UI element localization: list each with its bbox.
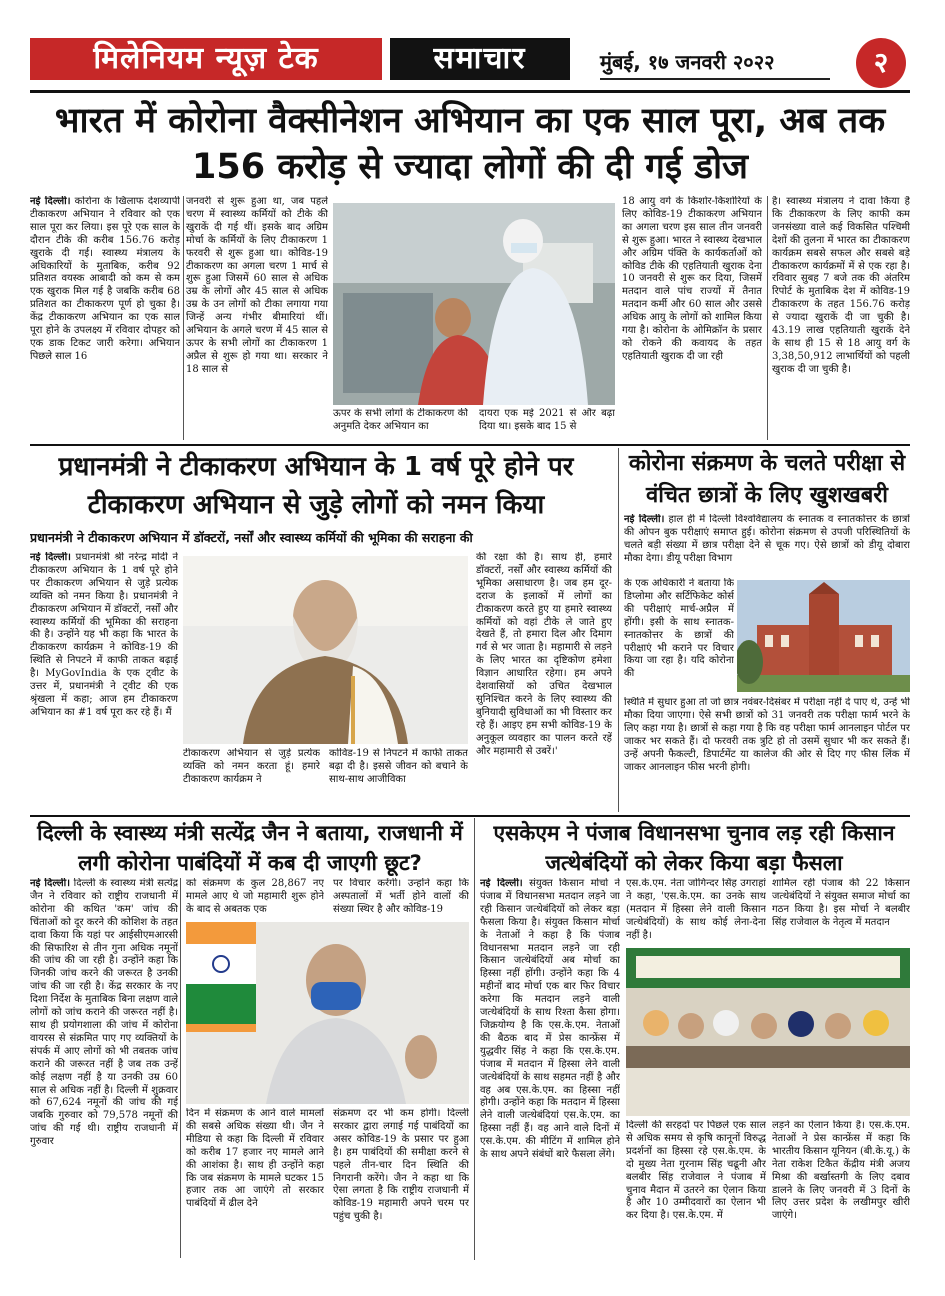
story5-col2: एस.के.एम. नेता जोगिन्दर सिंह उगराहां ने कहा, 'एस.के.एम. का उनके साथ (मतदान में हिस्सा लेने वाली किसान जत्थेबंदियों) के साथ कोई लेना-देना नहीं है। [626, 878, 766, 941]
story1-col5: है। स्वास्थ्य मंत्रालय ने दावा किया है कि टीकाकरण के लिए काफी कम जनसंख्या वाले कई विकसित पश्चिमी देशों की तुलना में भारत का टीकाकरण कार्यक्रम सबसे सफल और सबसे बड़े टीकाकरण कार्यक्रमों में से एक रहा है। रविवार सुबह 7 बजे तक की अंतरिम रिपोर्ट के मुताबिक देश में कोविड-19 टीकाकरण के तहत 156.76 करोड़ से ज्यादा खुराकें दी जा चुकी है। 43.19 लाख एहतियाती खुराकें देने के साथ ही 15 से 18 आयु वर्ग के 3,38,50,912 लाभार्थियों को पहली खुराक दी जा चुकी है। [772, 196, 910, 375]
story1-caption-left: ऊपर के सभी लोगों के टीकाकरण की अनुमति देकर अभियान का [333, 408, 468, 432]
story4-col1-text: दिल्ली के स्वास्थ्य मंत्री सत्येंद्र जैन ने रविवार को राष्ट्रीय राजधानी में कोरोना की कथित 'कम' जांच की चिंताओं को दूर करने की कोशिश के तहत दावा किया कि यहां पर आईसीएमआरसी की सिफारिश से तीन गुना अधिक नमूनों की जांच की जा रही है। उन्होंने कहा कि जिनकी जांच करने की जरूरत है उनकी जांच की जा रही है। केंद्र सरकार के नए दिशा निर्देश के मुताबिक बिना लक्षण वाले लोगों को जांच कराने की जरूरत नहीं है। साथ ही प्रयोगशाला की जांच में कोरोना वायरस से संक्रमित पाए गए व्यक्तियों के संपर्क में आए लोगों को भी तबतक जांच कराने की जरूरत नहीं है जब तक उन्हें कोई लक्षण नहीं है या उनकी उम्र 60 साल से अधिक नहीं है। दिल्ली में शुक्रवार को 67,624 नमूनों की जांच की गई जबकि गुरुवार को 79,578 नमूनों की जांच की गई थी। राष्ट्रीय राजधानी में गुरुवार [30, 878, 178, 1148]
story2-subhead: प्रधानमंत्री ने टीकाकरण अभियान में डॉक्टरों, नर्सों और स्वास्थ्य कर्मियों की भूमिका की सराहना की [30, 530, 473, 545]
story5-dateline: नई दिल्ली। [480, 878, 523, 889]
story1-caption-right: दायरा एक मई 2021 से और बढ़ा दिया था। इसके बाद 15 से [479, 408, 615, 432]
column-divider [767, 196, 768, 440]
section-label: समाचार [390, 38, 570, 80]
story2-col1-text: प्रधानमंत्री श्री नरेन्द्र मोदी ने टीकाकरण अभियान के 1 वर्ष पूरे होने पर टीकाकरण अभियान से जुड़े प्रत्येक व्यक्ति को नमन किया है। प्रधानमंत्री ने टीकाकरण अभियान में डॉक्टरों, नर्सों और स्वास्थ्य कर्मियों की भूमिका की सराहना की है। उन्होंने यह भी कहा कि भारत के टीकाकरण कार्यक्रम ने कोविड-19 की स्थिति से निपटने में काफी ताकत बढ़ाई है। MyGovIndia के एक ट्वीट के उत्तर में, प्रधानमंत्री ने ट्वीट की एक श्रृंखला में कहा; आज हम टीकाकरण अभियान का #1 वर्ष पूरा कर रहे हैं। मैं [30, 552, 178, 718]
story5-col1 [480, 878, 620, 1258]
section-divider [30, 815, 910, 817]
story5-col1-text: संयुक्त किसान मोर्चा ने पंजाब में विधानसभा मतदान लड़ने जा रही किसान जत्थेबंदियों को लेकर बड़ा फैसला किया है। संयुक्त किसान मोर्चा के नेताओं ने कहा है कि पंजाब विधानसभा मतदान लड़ने जा रही किसान जत्थेबंदियों अब मोर्चा का हिस्सा नहीं होंगी। उन्होंने कहा कि 4 महीनों बाद मोर्चा एक बार फिर विचार करेगा कि मतदान लड़ने वाली जत्थेबंदियों के साथ रिश्ता कैसा होगा। जिक्रयोग्य है कि एस.के.एम. नेताओं की बैठक बाद में प्रेस कान्फ्रेंस में युद्धवीर सिंह ने कहा कि एस.के.एम. पंजाब में मतदान में हिस्सा लेने वाली जत्थेबंदियों के साथ सहमत नहीं है और वह अब एस.के.एम. का हिस्सा नहीं होगी। उन्होंने कहा कि मतदान में हिस्सा लेने वाली जत्थेबंदियां एस.के.एम. का हिस्सा नहीं हैं। वह आने वाले दिनों में एस.के.एम. की मीटिंग में शामिल होने के साथ अपने संबंधों बारे फैसला लेंगे। [480, 878, 620, 1161]
masthead-brand: मिलेनियम न्यूज़ टेक [30, 38, 382, 80]
column-divider [180, 878, 181, 1258]
story1-col1-text: कोरोना के खिलाफ देशव्यापी टीकाकरण अभियान ने रविवार को एक साल पूरा कर लिया। इस पूरे एक साल के दौरान टीके की करीब 156.76 करोड़ खुराके दी गई। स्वास्थ्य मंत्रालय के अधिकारियों के मुताबिक, करीब 92 प्रतिशत वयस्क आबादी को कम से कम एक खुराक मिल गई है जबकि करीब 68 प्रतिशत का टीकाकरण पूर्ण हो चुका है। केंद्र टीकाकरण अभियान का एक साल पूरा होने के उपलक्ष्य में रविवार दोपहर को एक डाक टिकट जारी करेगा। अभियान पिछले साल 16 [30, 196, 180, 362]
farmer-press-conference-photo [626, 948, 910, 1116]
story2-headline: प्रधानमंत्री ने टीकाकरण अभियान के 1 वर्ष पूरे होने पर टीकाकरण अभियान से जुड़े लोगों को नमन किया [58, 452, 574, 520]
story1-col4: 18 आयु वर्ग के किशोर-किशोरियों के लिए कोविड-19 टीकाकरण अभियान का अगला चरण इस साल तीन जनवरी से शुरू हुआ। भारत ने स्वास्थ्य देखभाल और अग्रिम पंक्ति के कार्यकर्ताओं को कोविड टीके की एहतियाती खुराक देना 10 जनवरी से शुरू कर दिया, जिसमें मतदान वाले पांच राज्यों में तैनात मतदान कर्मी और 60 साल और उससे अधिक आयु के लोगों को शामिल किया गया है। कोरोना के ओमिक्रॉन के प्रसार को रोकने की कवायद के तहत एहतियाती खुराक दी जा रही [622, 196, 762, 362]
story4-col2: को संक्रमण के कुल 28,867 नए मामले आए थे जो महामारी शुरू होने के बाद से अबतक एक [186, 878, 324, 915]
story4-col2b: दिन में संक्रमण के आने वाले मामलों की सबसे अधिक संख्या थी। जैन ने मीडिया से कहा कि दिल्ली में रविवार को करीब 17 हजार नए मामले आने की आशंका है। साथ ही उन्होंने कहा कि जब संक्रमण के मामले घटकर 15 हजार तक आ जाएंगे तो सरकार पाबंदियों में ढील देने [186, 1108, 324, 1210]
masthead-rule [30, 90, 910, 93]
section-divider [30, 444, 910, 446]
story4-col3: पर विचार करेंगी। उन्होंने कहा कि अस्पतालों में भर्ती होने वालों की संख्या स्थिर है और कोविड-19 [333, 878, 469, 915]
story4-dateline: नई दिल्ली। [30, 878, 70, 889]
story4-col3b: संक्रमण दर भी कम होगी। दिल्ली सरकार द्वारा लगाई गई पाबंदियों का असर कोविड-19 के प्रसार पर हुआ है। हम पाबंदियों की समीक्षा करने से पहले तीन-चार दिन स्थिति की निगरानी करेंगे। जैन ने कहा था कि ऐसा लगता है कि राष्ट्रीय राजधानी में कोविड-19 महामारी अपने चरम पर पहुंच चुकी है। [333, 1108, 469, 1223]
story5-bottom3: लड़ने का ऐलान किया है। एस.के.एम. नेताओं ने प्रेस कान्फ्रेंस में कहा कि भारतीय किसान यूनियन (बी.के.यू.) के नेता राकेश टिकैत केंद्रीय मंत्री अजय मिश्रा की बर्खास्तगी के लिए दबाव डालने के लिए जनवरी में 3 दिनों के लिए उत्तर प्रदेश के लखीमपुर खीरी जाएंगे। [772, 1120, 910, 1222]
university-building-photo [737, 580, 910, 692]
story4-headline: दिल्ली के स्वास्थ्य मंत्री सत्येंद्र जैन ने बताया, राजधानी में लगी कोरोना पाबंदियों में कब दी जाएगी छूट? [37, 821, 463, 875]
story1-dateline: नई दिल्ली। [30, 196, 71, 207]
story1-col1 [30, 196, 180, 440]
story5-bottom2: दिल्ली की सरहदों पर पिछले एक साल से अधिक समय से कृषि कानूनों विरुद्ध प्रदर्शनों का हिस्सा रहे एस.के.एम. के दो मुख्य नेता गुरनाम सिंह चढूनी और बलबीर सिंह राजेवाल ने पंजाब में चुनाव मैदान में उतरने का ऐलान किया है और 10 उम्मीदवारों का ऐलान भी कर दिया है। एस.के.एम. में [626, 1120, 766, 1222]
story3-lead [624, 514, 910, 578]
story2-caption-1: टीकाकरण अभियान से जुड़े प्रत्येक व्यक्ति को नमन करता हूं। हमारे टीकाकरण कार्यक्रम ने [183, 748, 320, 785]
story2-col1 [30, 552, 178, 810]
story1-headline: भारत में कोरोना वैक्सीनेशन अभियान का एक साल पूरा, अब तक 156 करोड़ से ज्यादा लोगों की दी गई डोज [54, 101, 886, 187]
story1-col2: जनवरी से शुरू हुआ था, जब पहले चरण में स्वास्थ्य कर्मियों को टीके की खुराकें दी गई थीं। इसके बाद अग्रिम मोर्चा के कर्मियों के लिए टीकाकरण 1 फरवरी से शुरू हुआ था। कोविड-19 टीकाकरण का अगला चरण 1 मार्च से शुरू हुआ जिसमें 60 साल से अधिक उम्र के लोगों और 45 साल से अधिक उम्र के उन लोगों को टीका लगाया गया जिन्हें अन्य गंभीर बीमारियां थीं। अभियान के अगले चरण में 45 साल से ऊपर के सभी लोगों का टीकाकरण 1 अप्रैल से शुरू हो गया था। सरकार ने 18 साल से [186, 196, 328, 375]
vaccination-photo [333, 203, 615, 405]
story3-side: के एक अधिकारी ने बताया कि डिप्लोमा और सर्टिफिकेट कोर्स की परीक्षाएं मार्च-अप्रैल में होंगी। इसी के साथ स्नातक-स्नातकोत्तर के छात्रों की परीक्षाएं भी कराने पर विचार किया जा रहा है। यदि कोरोना की [624, 578, 734, 680]
prime-minister-photo [183, 556, 468, 744]
column-divider [183, 196, 184, 440]
health-minister-photo [186, 922, 469, 1104]
story3-dateline: नई दिल्ली। [624, 514, 665, 525]
story3-tail: स्थिति में सुधार हुआ तो जो छात्र नवंबर-दिसंबर में परीक्षा नहीं दे पाए थे, उन्हें भी मौका दिया जाएगा। ऐसे सभी छात्रों को 31 जनवरी तक परीक्षा फार्म भरने के लिए कहा गया है। छात्रों से कहा गया है कि वह परीक्षा फार्म आनलाइन पोर्टल पर जाकर भर सकते हैं। दो फरवरी तक त्रुटि हो तो उसमें सुधार भी कर सकते हैं। उन्हें अपनी फैकल्टी, डिपार्टमेंट या कालेज की ओर से दिए गए फीस लिंक में जाकर आनलाइन फीस भरनी होगी। [624, 697, 910, 773]
story5-headline: एसकेएम ने पंजाब विधानसभा चुनाव लड़ रही किसान जत्थेबंदियों को लेकर किया बड़ा फैसला [493, 821, 895, 875]
story3-lead-text: हाल ही में दिल्ली विश्वविद्यालय के स्नातक व स्नातकोत्तर के छात्रों की ओपन बुक परीक्षाएं समाप्त हुई। कोरोना संक्रमण से उपजी परिस्थितियों के चलते बड़ी संख्या में छात्र परीक्षा देने से चूक गए। ऐसे छात्रों को डीयू दोबारा मौका देगा। डीयू परीक्षा विभाग [624, 514, 910, 564]
story5-col3: शामिल रही पंजाब की 22 किसान जत्थेबंदियों ने संयुक्त समाज मोर्चा का गठन किया है। इस मोर्चा ने बलबीर सिंह राजेवाल के नेतृत्व में मतदान [772, 878, 910, 928]
column-divider [474, 818, 475, 1260]
story4-col1 [30, 878, 178, 1258]
story2-caption-2: कोविड-19 से निपटने में काफी ताकत बढ़ा दी है। इससे जीवन को बचाने के साथ-साथ आजीविका [329, 748, 468, 785]
story3-headline: कोरोना संक्रमण के चलते परीक्षा से वंचित छात्रों के लिए खुशखबरी [628, 451, 906, 508]
page-number: २ [856, 38, 906, 88]
column-divider [618, 448, 619, 812]
story2-col3: की रक्षा की है। साथ ही, हमारे डॉक्टरों, नर्सों और स्वास्थ्य कर्मियों की भूमिका असाधारण है। जब हम दूर-दराज के इलाकों में लोगों का टीकाकरण करते हुए या हमारे स्वास्थ्य कर्मियों को वहां टीके ले जाते हुए देखते हैं, तो हमारा दिल और दिमाग गर्व से भर जाता है। महामारी से लड़ने के लिए भारत का दृष्टिकोण हमेशा विज्ञान आधारित रहेगा। हम अपने देशवासियों को उचित देखभाल सुनिश्चित करने के लिए स्वास्थ्य की बुनियादी सुविधाओं का भी विस्तार कर रहे हैं। आइए हम सभी कोविड-19 के अनुकूल व्यवहार का पालन करते रहें और महामारी से उबरें।' [476, 552, 612, 757]
story2-dateline: नई दिल्ली। [30, 552, 71, 563]
issue-date: मुंबई, १७ जनवरी २०२२ [600, 44, 830, 80]
